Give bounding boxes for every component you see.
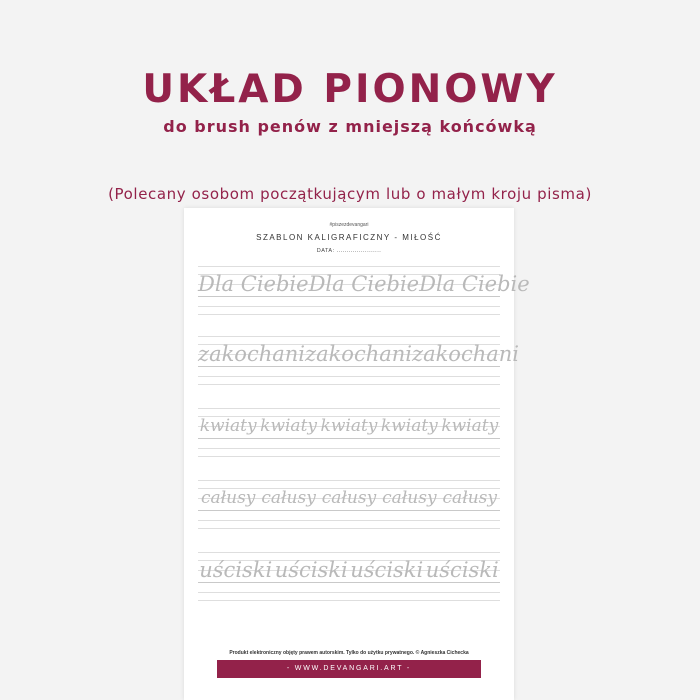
guide-line	[198, 448, 500, 449]
practice-row	[198, 412, 500, 438]
guide-line	[198, 520, 500, 521]
practice-word: kwiaty	[260, 416, 318, 436]
practice-word: zakochani	[305, 342, 412, 366]
guide-line	[198, 528, 500, 529]
worksheet-title: SZABLON KALIGRAFICZNY - MIŁOŚĆ	[256, 233, 442, 242]
guide-line	[198, 438, 500, 439]
page-subtitle: do brush penów z mniejszą końcówką	[163, 117, 537, 136]
guide-line	[198, 266, 500, 267]
hashtag: #piszezdevangari	[329, 222, 369, 228]
practice-word: całusy	[321, 488, 377, 508]
date-field: DATA: ......................	[316, 248, 382, 254]
practice-word: kwiaty	[320, 416, 378, 436]
guide-line	[198, 552, 500, 553]
practice-word: kwiaty	[441, 416, 499, 436]
guide-line	[198, 336, 500, 337]
guide-line	[198, 314, 500, 315]
practice-word: całusy	[200, 488, 256, 508]
guide-line	[198, 408, 500, 409]
practice-word: uściski	[425, 558, 499, 582]
guide-line	[198, 366, 500, 367]
practice-row	[198, 270, 530, 296]
guide-line	[198, 582, 500, 583]
practice-word: kwiaty	[199, 416, 257, 436]
practice-row	[198, 484, 500, 510]
practice-word: Dla Ciebie	[419, 272, 530, 296]
practice-word: Dla Ciebie	[198, 272, 309, 296]
guide-line	[198, 384, 500, 385]
practice-word: uściski	[199, 558, 273, 582]
practice-word: uściski	[274, 558, 348, 582]
practice-word: zakochani	[412, 342, 519, 366]
guide-line	[198, 510, 500, 511]
copyright-note: Produkt elektroniczny objęty prawem autorskim. Tylko do użytku prywatnego. © Agnieszka Cichecka	[229, 650, 469, 656]
guide-line	[198, 480, 500, 481]
practice-word: całusy	[442, 488, 497, 508]
recommendation-note: (Polecany osobom początkującym lub o małym kroju pisma)	[108, 185, 592, 203]
practice-word: uściski	[350, 558, 424, 582]
guide-line	[198, 456, 500, 457]
website-banner: - WWW.DEVANGARI.ART -	[217, 660, 481, 678]
practice-word: zakochani	[198, 342, 305, 366]
guide-line	[198, 376, 500, 377]
guide-line	[198, 296, 500, 297]
guide-line	[198, 600, 500, 601]
practice-word: całusy	[261, 488, 316, 508]
guide-line	[198, 592, 500, 593]
practice-word: kwiaty	[380, 416, 438, 436]
practice-word: całusy	[382, 488, 437, 508]
page-title: UKŁAD PIONOWY	[142, 67, 558, 112]
practice-word: Dla Ciebie	[308, 272, 420, 296]
guide-line	[198, 306, 500, 307]
calligraphy-worksheet	[184, 208, 530, 700]
practice-row	[198, 556, 500, 582]
practice-row	[198, 340, 519, 366]
